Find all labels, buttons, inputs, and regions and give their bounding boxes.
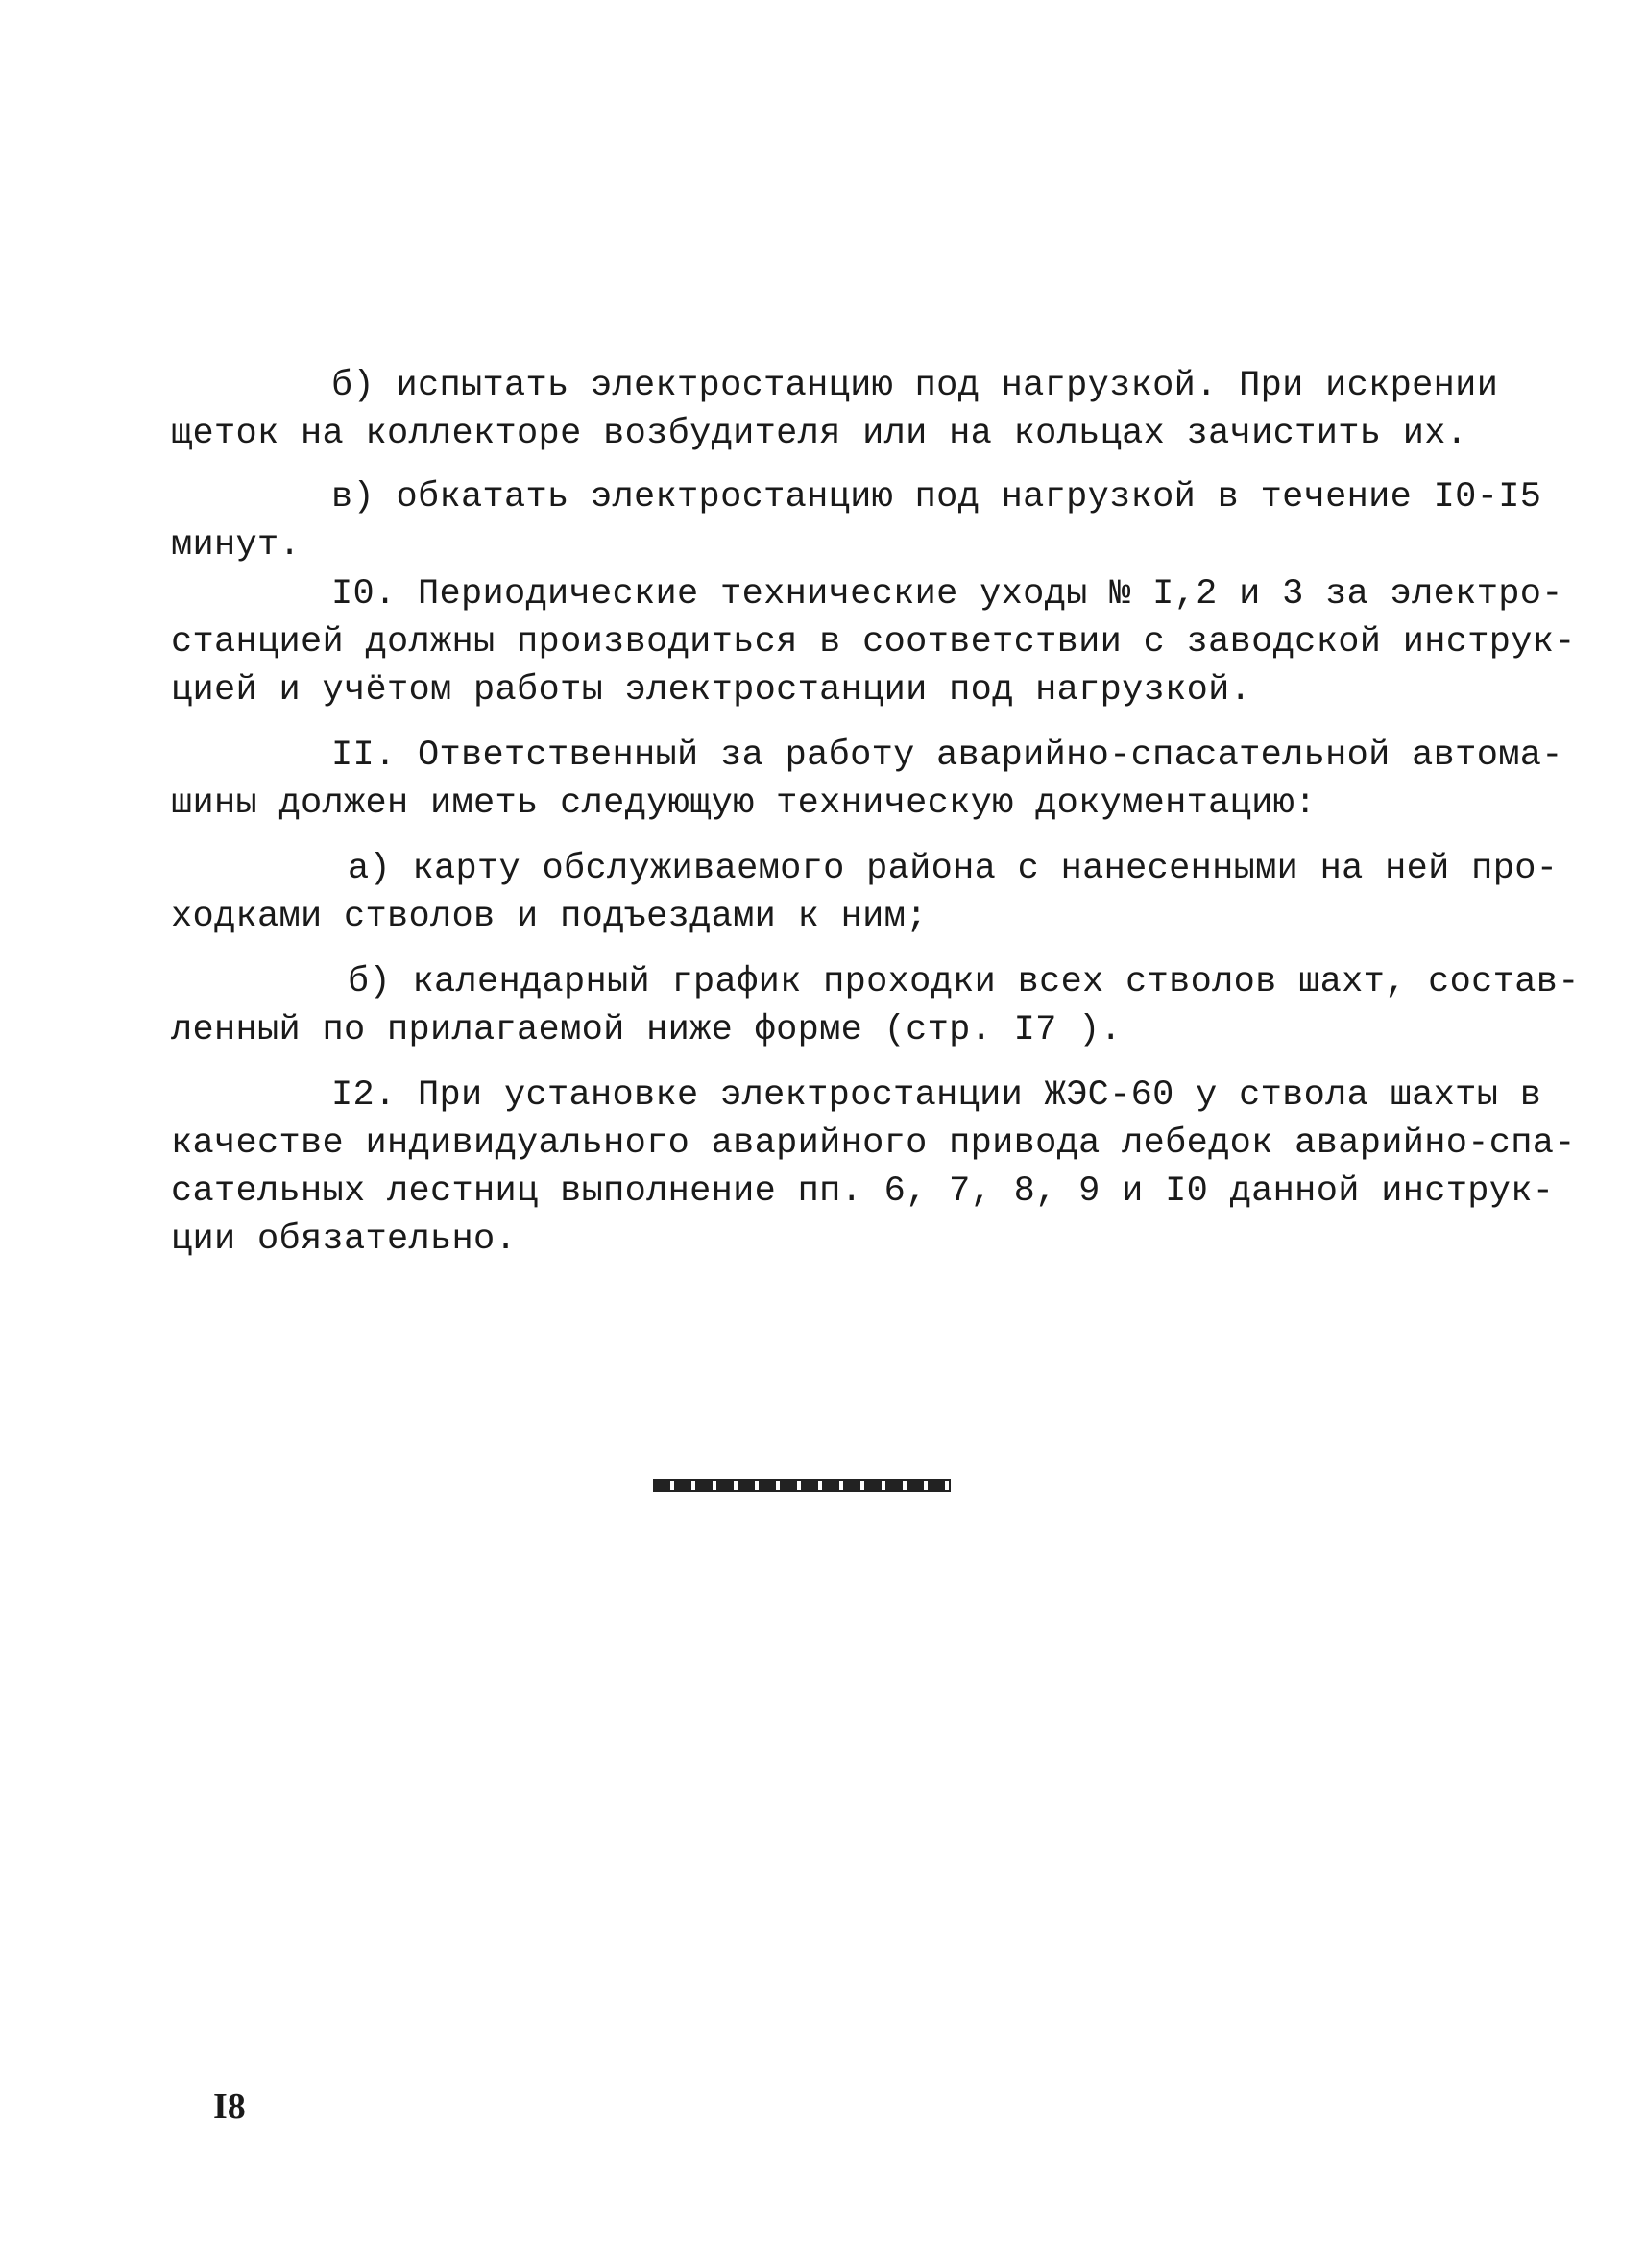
paragraph-12-line-3: сательных лестниц выполнение пп. 6, 7, 8, 9 и I0 данной инструк-	[171, 1171, 1555, 1212]
paragraph-11b-line-2: ленный по прилагаемой ниже форме (стр. I7 ).	[171, 1010, 1123, 1050]
paragraph-9v-line-1: в) обкатать электростанцию под нагрузкой в течение I0-I5	[331, 477, 1542, 518]
section-divider	[653, 1479, 951, 1492]
paragraph-9b-line-2: щеток на коллекторе возбудителя или на кольцах зачистить их.	[171, 414, 1468, 454]
paragraph-9v-line-2: минут.	[171, 525, 302, 566]
paragraph-11-line-1: II. Ответственный за работу аварийно-спасательной автома-	[331, 736, 1563, 776]
paragraph-10-line-1: I0. Периодические технические уходы № I,2 и 3 за электро-	[331, 574, 1563, 615]
paragraph-12-line-4: ции обязательно.	[171, 1219, 518, 1260]
paragraph-12-line-2: качестве индивидуального аварийного привода лебедок аварийно-спа-	[171, 1123, 1576, 1164]
paragraph-11a-line-1: а) карту обслуживаемого района с нанесенными на ней про-	[348, 849, 1559, 889]
paragraph-9b-line-1: б) испытать электростанцию под нагрузкой. При искрении	[331, 366, 1499, 406]
paragraph-10-line-3: цией и учётом работы электростанции под нагрузкой.	[171, 670, 1252, 711]
paragraph-11b-line-1: б) календарный график проходки всех стволов шахт, состав-	[348, 962, 1580, 1002]
paragraph-11a-line-2: ходками стволов и подъездами к ним;	[171, 897, 928, 937]
paragraph-10-line-2: станцией должны производиться в соответствии с заводской инструк-	[171, 622, 1576, 663]
paragraph-12-line-1: I2. При установке электростанции ЖЭС-60 у ствола шахты в	[331, 1075, 1542, 1116]
page-number: I8	[213, 2087, 246, 2127]
paragraph-11-line-2: шины должен иметь следующую техническую документацию:	[171, 784, 1317, 824]
